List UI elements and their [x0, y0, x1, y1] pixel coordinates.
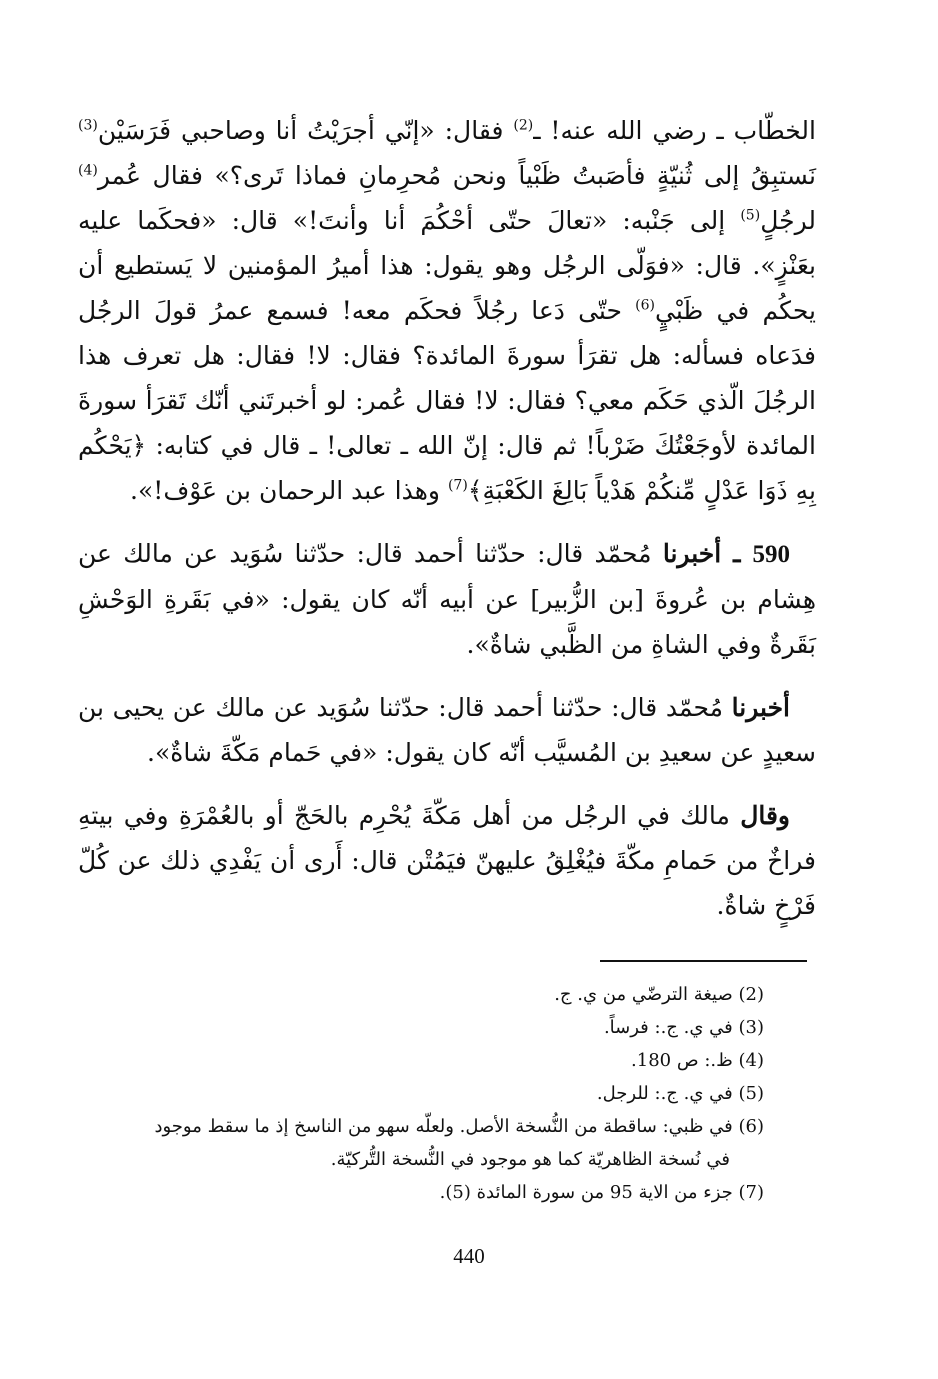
paragraph-hamam-makka — [78, 685, 816, 775]
text-segment: فقال: «إنّي أجرَيْتُ أنا وصاحبي فَرَسَيْن — [97, 116, 514, 145]
paragraph-gap — [78, 667, 816, 685]
main-text-body — [78, 108, 816, 928]
hadith-number: 590 — [752, 541, 790, 568]
paragraph-gap — [78, 513, 816, 531]
text-segment: لرجُلٍ — [760, 206, 816, 235]
paragraph-body: مُحمّد قال: حدّثنا أحمد قال: حدّثنا سُوَيد عن مالك عن يحيى بن سعيدٍ عن سعيدِ بن المُسيَّب أنّه كان يقول: «في حَمام مَكّةَ شاةٌ». — [78, 693, 816, 767]
paragraph-lead-word: ـ أخبرنا — [662, 539, 753, 568]
footnote-6-continuation: في نُسخة الظاهريّة كما هو موجود في النُّسخة التُّركيّة. — [330, 1149, 730, 1170]
footnote-4: (4) ظ.: ص 180. — [631, 1050, 764, 1071]
text-segment: نَستبِقُ إلى ثُنيّةٍ فأصَبتُ ظَبْياً ونحن مُحرِمانِ فماذا تَرى؟» فقال عُمر — [97, 161, 816, 190]
footnote-3: (3) في ي. ج.: فرساً. — [603, 1017, 764, 1038]
paragraph-lead-word: وقال — [740, 801, 790, 830]
paragraph-body: مُحمّد قال: حدّثنا أحمد قال: حدّثنا سُوَيد عن مالك عن هِشام بن عُروةَ [بن الزُّبير] عن أبيه أنّه كان يقول: «في بَقَرةِ الوَحْشِ بَقَرةٌ وفي الشاةِ من الظَّبي شاةٌ». — [78, 539, 816, 659]
paragraph-malik-ruling — [78, 793, 816, 928]
footnote-ref-5[interactable]: (5) — [740, 207, 761, 224]
footnote-5: (5) في ي. ج.: للرجل. — [596, 1083, 764, 1104]
text-segment: وهذا عبد الرحمان بن عَوْف!». — [130, 476, 448, 505]
footnotes-section — [78, 978, 764, 1209]
footnote-ref-6[interactable]: (6) — [635, 297, 655, 314]
paragraph-lead-word: أخبرنا — [731, 693, 790, 722]
footnote-ref-7[interactable]: (7) — [447, 477, 468, 494]
footnote-6: (6) في ظبي: ساقطة من النُّسخة الأصل. ولعلّه سهو من الناسخ إذ ما سقط موجود — [154, 1116, 764, 1137]
page-number: 440 — [453, 1244, 485, 1268]
footnote-divider — [600, 960, 807, 962]
footnote-2: (2) صيغة الترضّي من ي. ج. — [554, 984, 764, 1005]
footnote-7: (7) جزء من الاية 95 من سورة المائدة (5). — [439, 1182, 764, 1203]
text-segment: إلى جَنْبه: «تعالَ حتّى أحْكُمَ أنا وأنتَ!» قال: «فحكَما عليه بعَنْزٍ». قال: «فوَلّى الرجُل وهو يقول: هذا أميرُ المؤمنين لا يَستطيع أن يحكُم في ظَبْيٍ — [78, 206, 816, 325]
paragraph-590 — [78, 531, 816, 667]
footnote-ref-2[interactable]: (2) — [513, 117, 534, 134]
paragraph-body: مالك في الرجُل من أهل مَكّةَ يُحْرِم بالحَجّ أو بالعُمْرَةِ وفي بيتهِ فراخٌ من حَمامِ مكّةَ فيُغْلِقُ عليهنّ فيَمُتْن قال: أَرى أن يَفْدِي ذلك عن كُلّ فَرْخٍ شاةٌ. — [78, 801, 816, 920]
paragraph-gap — [78, 775, 816, 793]
paragraph-umar-hadith — [78, 108, 816, 513]
footnote-ref-3[interactable]: (3) — [78, 117, 98, 134]
text-segment: الخطّاب ـ رضي الله عنه! ـ — [533, 116, 816, 145]
text-segment: حتّى دَعا رجُلاً فحكَم معه! فسمع عمرُ قولَ الرجُل فدَعاه فسأله: هل تقرَأ سورةَ المائدة؟ فقال: لا! فقال: هل تعرف هذا الرجُلَ الّذي حَكَم معي؟ فقال: لا! فقال عُمر: لو أخبرتَني أنّك تَقرَأ سورةَ المائدة لأوجَعْتُكَ ضَرْباً! ثم قال: إنّ الله ـ تعالى! ـ قال في كتابه: ﴿يَحْكُم بِهِ ذَوَا عَدْلٍ مِّنكُمْ هَدْياً بَالِغَ الكَعْبَةِ﴾ — [78, 296, 816, 505]
footnote-ref-4[interactable]: (4) — [78, 162, 98, 179]
